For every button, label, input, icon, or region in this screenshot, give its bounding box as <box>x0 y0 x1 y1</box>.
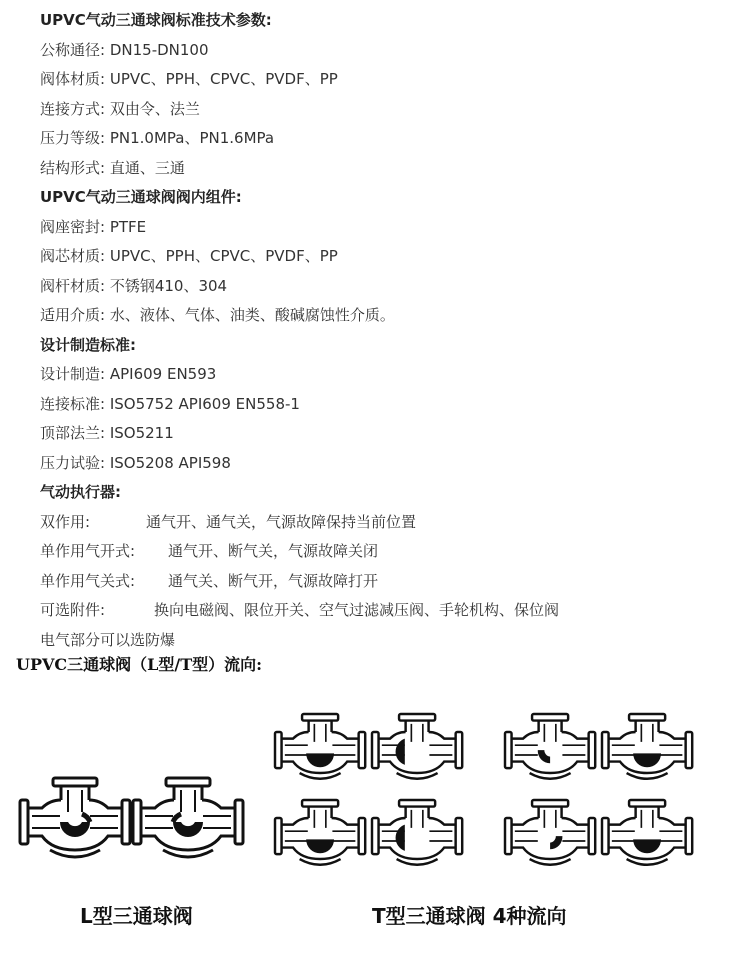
spec-value: UPVC、PPH、CPVC、PVDF、PP <box>109 247 338 265</box>
spec-row-pressure <box>40 124 740 154</box>
spec-label: 单作用气开式: <box>40 542 136 560</box>
caption-t-type: T型三通球阀 4种流向 <box>372 904 567 928</box>
spec-label: 连接标准: <box>40 394 106 413</box>
spec-value: 通气开、断气关，气源故障关闭 <box>168 542 379 560</box>
spec-value: PN1.0MPa、PN1.6MPa <box>109 129 275 147</box>
spec-value: 不锈钢410、304 <box>109 276 228 295</box>
t-valve-1 <box>275 714 365 779</box>
spec-row-design-std <box>40 360 740 390</box>
spec-label: 双作用: <box>40 512 91 531</box>
spec-label: 压力试验: <box>40 453 106 472</box>
spec-row-body-material <box>40 65 740 95</box>
spec-label: 顶部法兰: <box>40 424 106 442</box>
spec-label: 压力等级: <box>40 129 106 147</box>
spec-row-core-material <box>40 242 740 272</box>
flow-valve-1 <box>505 714 595 779</box>
spec-row-connection <box>40 95 740 125</box>
spec-list <box>40 6 740 655</box>
spec-row-pressure-test <box>40 449 740 479</box>
spec-value: 通气开、通气关，气源故障保持当前位置 <box>146 512 417 531</box>
t-valve-2 <box>372 714 462 779</box>
spec-value: PTFE <box>109 217 147 236</box>
spec-value: ISO5208 API598 <box>109 453 231 472</box>
section-title-params: UPVC气动三通球阀标准技术参数: <box>40 11 272 29</box>
flow-valve-2 <box>602 714 692 779</box>
spec-row-single-acting-open <box>40 537 740 567</box>
spec-label: 适用介质: <box>40 306 106 324</box>
l-valve-1 <box>20 778 130 857</box>
spec-value: UPVC、PPH、CPVC、PVDF、PP <box>109 70 338 88</box>
flow-valve-4 <box>602 800 692 865</box>
t-valve-4 <box>372 800 462 865</box>
spec-value: 直通、三通 <box>109 158 185 177</box>
spec-value: API609 EN593 <box>109 365 217 383</box>
spec-value: 换向电磁阀、限位开关、空气过滤减压阀、手轮机构、保位阀 <box>154 601 560 619</box>
spec-label: 阀体材质: <box>40 70 106 88</box>
section-title-internals: UPVC气动三通球阀阀内组件: <box>40 188 242 206</box>
spec-row-stem-material <box>40 272 740 302</box>
flow-valve-3 <box>505 800 595 865</box>
spec-row-medium <box>40 301 740 331</box>
spec-label: 结构形式: <box>40 158 106 177</box>
spec-row-double-acting <box>40 508 740 538</box>
spec-note-explosion-proof: 电气部分可以选防爆 <box>40 630 176 649</box>
spec-value: 通气关、断气开，气源故障打开 <box>168 571 379 590</box>
spec-value: DN15-DN100 <box>109 40 209 59</box>
spec-label: 阀芯材质: <box>40 247 106 265</box>
spec-label: 可选附件: <box>40 601 106 619</box>
spec-row-accessories <box>40 596 740 626</box>
spec-label: 阀杆材质: <box>40 276 106 295</box>
spec-row-nominal-diameter <box>40 36 740 66</box>
t-valve-3 <box>275 800 365 865</box>
spec-value: 水、液体、气体、油类、酸碱腐蚀性介质。 <box>109 306 395 324</box>
spec-row-connection-std <box>40 390 740 420</box>
spec-label: 阀座密封: <box>40 217 106 236</box>
spec-label: 连接方式: <box>40 99 106 118</box>
section-title-standards: 设计制造标准: <box>40 335 136 354</box>
spec-label: 设计制造: <box>40 365 106 383</box>
l-valve-2 <box>133 778 243 857</box>
spec-row-single-acting-close <box>40 567 740 597</box>
spec-value: 双由令、法兰 <box>109 99 200 118</box>
spec-row-seat-seal <box>40 213 740 243</box>
spec-row-top-flange <box>40 419 740 449</box>
caption-l-type: L型三通球阀 <box>80 904 193 928</box>
section-title-actuator: 气动执行器: <box>40 483 121 501</box>
flow-direction-title: UPVC三通球阀（L型/T型）流向: <box>16 655 263 674</box>
valve-flow-diagram <box>0 690 750 951</box>
spec-value: ISO5752 API609 EN558-1 <box>109 394 300 413</box>
spec-value: ISO5211 <box>109 424 174 442</box>
spec-label: 公称通径: <box>40 40 106 59</box>
spec-row-structure <box>40 154 740 184</box>
spec-label: 单作用气关式: <box>40 571 136 590</box>
